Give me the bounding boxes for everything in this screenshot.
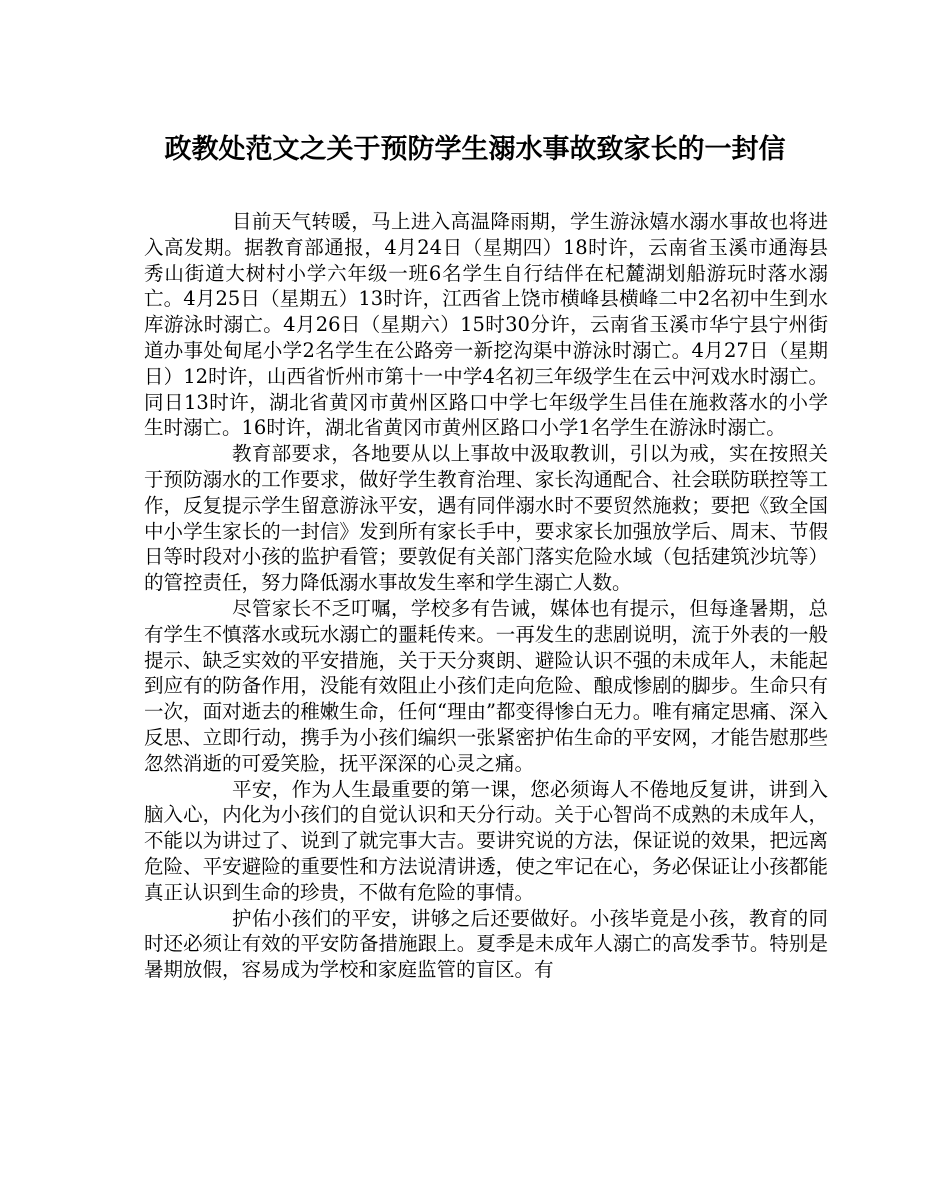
document-body: [144, 209, 828, 983]
paragraph-2: 教育部要求，各地要从以上事故中汲取教训，引以为戒，实在按照关于预防溺水的工作要求，做好学生教育治理、家长沟通配合、社会联防联控等工作，反复提示学生留意游泳平安，遇有同伴溺水时不要贸然施救；要把《致全国中小学生家长的一封信》发到所有家长手中，要求家长加强放学后、周末、节假日等时段对小孩的监护看管；要敦促有关部门落实危险水域（包括建筑沙坑等）的管控责任，努力降低溺水事故发生率和学生溺亡人数。: [144, 442, 828, 595]
paragraph-4: 平安，作为人生最重要的第一课，您必须诲人不倦地反复讲，讲到入脑入心，内化为小孩们的自觉认识和天分行动。关于心智尚不成熟的未成年人，不能以为讲过了、说到了就完事大吉。要讲究说的方法，保证说的效果，把远离危险、平安避险的重要性和方法说清讲透，使之牢记在心，务必保证让小孩都能真正认识到生命的珍贵，不做有危险的事情。: [144, 777, 828, 904]
paragraph-1: 目前天气转暖，马上进入高温降雨期，学生游泳嬉水溺水事故也将进入高发期。据教育部通报，4月24日（星期四）18时许，云南省玉溪市通海县秀山街道大树村小学六年级一班6名学生自行结伴在杞麓湖划船游玩时落水溺亡。4月25日（星期五）13时许，江西省上饶市横峰县横峰二中2名初中生到水库游泳时溺亡。4月26日（星期六）15时30分许，云南省玉溪市华宁县宁州街道办事处甸尾小学2名学生在公路旁一新挖沟渠中游泳时溺亡。4月27日（星期日）12时许，山西省忻州市第十一中学4名初三年级学生在云中河戏水时溺亡。同日13时许，湖北省黄冈市黄州区路口中学七年级学生吕佳在施救落水的小学生时溺亡。16时许，湖北省黄冈市黄州区路口小学1名学生在游泳时溺亡。: [144, 210, 828, 440]
document-title: 政教处范文之关于预防学生溺水事故致家长的一封信: [164, 134, 786, 165]
paragraph-5: 护佑小孩们的平安，讲够之后还要做好。小孩毕竟是小孩，教育的同时还必须让有效的平安防备措施跟上。夏季是未成年人溺亡的高发季节。特别是暑期放假，容易成为学校和家庭监管的盲区。有: [144, 906, 828, 982]
paragraph-3: 尽管家长不乏叮嘱，学校多有告诫，媒体也有提示，但每逢暑期，总有学生不慎落水或玩水溺亡的噩耗传来。一再发生的悲剧说明，流于外表的一般提示、缺乏实效的平安措施，关于天分爽朗、避险认识不强的未成年人，未能起到应有的防备作用，没能有效阻止小孩们走向危险、酿成惨剧的脚步。生命只有一次，面对逝去的稚嫩生命，任何“理由”都变得惨白无力。唯有痛定思痛、深入反思、立即行动，携手为小孩们编织一张紧密护佑生命的平安网，才能告慰那些忽然消逝的可爱笑脸，抚平深深的心灵之痛。: [144, 596, 828, 775]
